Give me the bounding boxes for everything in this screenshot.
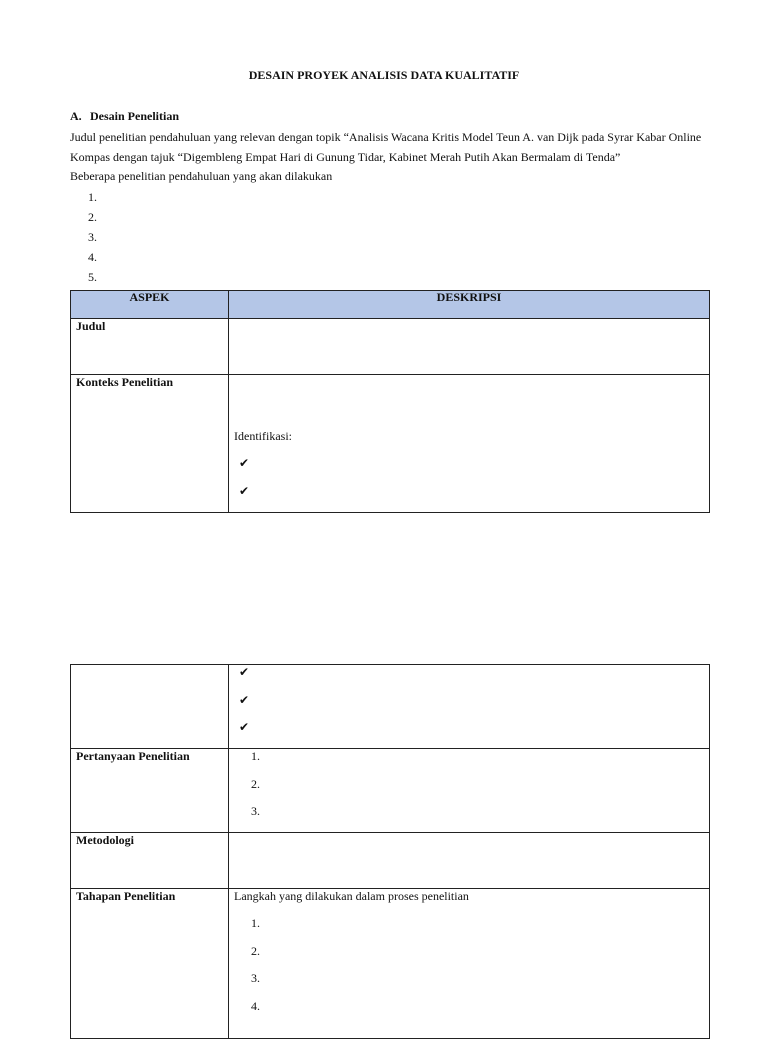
row-metodologi-description [229,833,710,889]
row-judul-aspect [71,319,229,375]
paragraph-line-1: Judul penelitian pendahuluan yang relevan dengan topik “Analisis Wacana Kritis Model Teun A. van Dijk pada Syrar Kabar Online [70,130,702,144]
checkmark-icon: ✔ [239,665,250,679]
checkmark-icon: ✔ [239,693,250,707]
paragraph-line-2: Kompas dengan tajuk “Digembleng Empat Hari di Gunung Tidar, Kabinet Merah Putih Akan Bermalam di Tenda” [70,150,621,164]
aspect-label-metodologi: Metodologi [76,833,134,847]
section-heading [70,109,179,124]
tahapan-intro: Langkah yang dilakukan dalam proses penelitian [234,889,469,903]
row-konteks-cont-aspect [71,665,229,749]
row-metodologi-aspect [71,833,229,889]
header-aspek: ASPEK [71,291,229,319]
step-item-4: 4. [251,999,260,1013]
question-item-2: 2. [251,777,260,791]
aspect-label-konteks: Konteks Penelitian [76,375,174,389]
aspect-label-tahapan: Tahapan Penelitian [76,889,176,903]
row-konteks-description [229,375,710,513]
checkmark-icon: ✔ [239,484,250,498]
research-table-part-1 [70,290,710,513]
identifikasi-label: Identifikasi: [234,429,292,443]
section-heading-text: Desain Penelitian [90,109,179,123]
research-table-part-2 [70,664,710,1039]
checkmark-icon: ✔ [239,456,250,470]
paragraph-line-3: Beberapa penelitian pendahuluan yang akan dilakukan [70,169,333,183]
question-item-3: 3. [251,804,260,818]
step-item-2: 2. [251,944,260,958]
section-letter: A. [70,109,82,123]
list-item-2: 2. [88,210,97,224]
list-item-3: 3. [88,230,97,244]
row-konteks-cont-description [229,665,710,749]
row-konteks-aspect [71,375,229,513]
checkmark-icon: ✔ [239,720,250,734]
question-item-1: 1. [251,749,260,763]
row-tahapan-description [229,889,710,1039]
row-tahapan-aspect [71,889,229,1039]
step-item-3: 3. [251,971,260,985]
row-pertanyaan-aspect [71,749,229,833]
aspect-label-judul: Judul [76,319,106,333]
step-item-1: 1. [251,916,260,930]
list-item-5: 5. [88,270,97,284]
list-item-1: 1. [88,190,97,204]
row-pertanyaan-description [229,749,710,833]
list-item-4: 4. [88,250,97,264]
aspect-label-pertanyaan: Pertanyaan Penelitian [76,749,190,763]
row-judul-description [229,319,710,375]
document-title: DESAIN PROYEK ANALISIS DATA KUALITATIF [248,68,520,82]
header-deskripsi: DESKRIPSI [229,291,710,319]
